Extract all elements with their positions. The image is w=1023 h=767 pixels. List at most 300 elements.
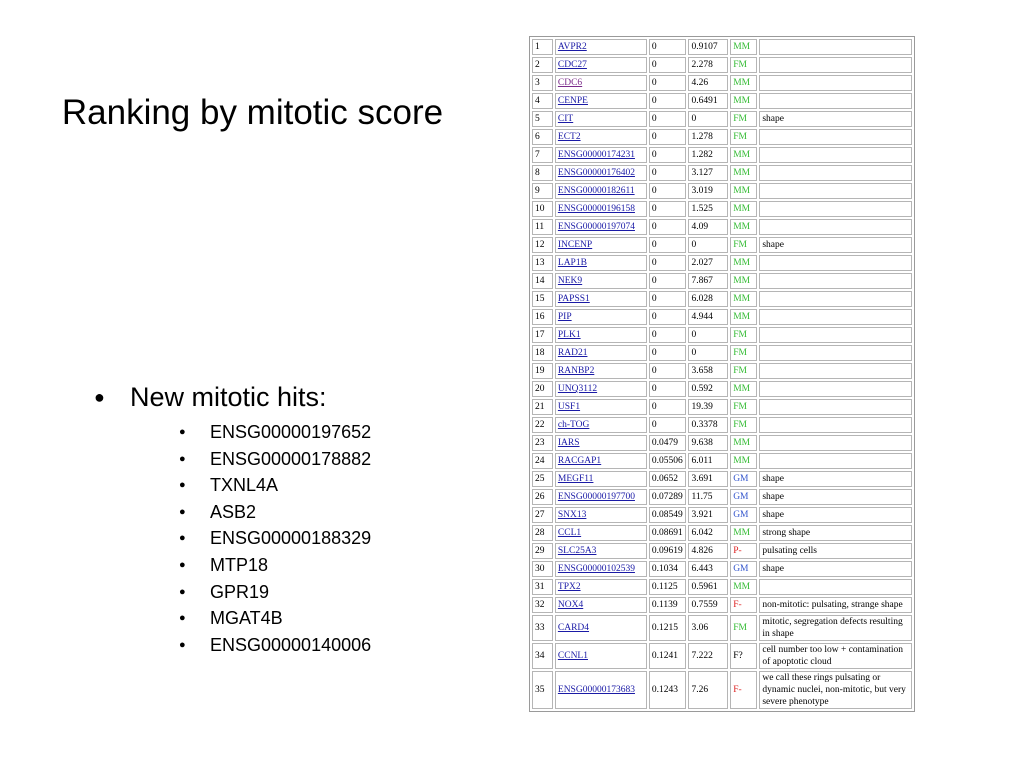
- class-cell: FM: [730, 615, 757, 641]
- table-row: [532, 75, 912, 91]
- hit-label: ENSG00000140006: [210, 634, 372, 655]
- class-cell: MM: [730, 273, 757, 289]
- class-cell: FM: [730, 57, 757, 73]
- hit-item: [130, 419, 371, 446]
- rank-cell: 26: [532, 489, 553, 505]
- score-cell: 0: [649, 111, 687, 127]
- gene-link[interactable]: ENSG00000182611: [557, 186, 635, 196]
- hit-label: ASB2: [210, 501, 257, 522]
- gene-cell: [555, 147, 647, 163]
- table-row: [532, 39, 912, 55]
- gene-cell: [555, 399, 647, 415]
- rank-cell: 3: [532, 75, 553, 91]
- score-cell: 0.1034: [649, 561, 687, 577]
- class-cell: MM: [730, 183, 757, 199]
- note-cell: shape: [759, 471, 912, 487]
- value-cell: 4.09: [688, 219, 728, 235]
- score-cell: 0: [649, 255, 687, 271]
- score-cell: 0: [649, 201, 687, 217]
- table-row: [532, 237, 912, 253]
- table-row: [532, 345, 912, 361]
- score-cell: 0.09619: [649, 543, 687, 559]
- gene-cell: [555, 39, 647, 55]
- gene-cell: [555, 489, 647, 505]
- hit-label: TXNL4A: [210, 475, 279, 496]
- class-cell: FM: [730, 111, 757, 127]
- score-cell: 0.1243: [649, 671, 687, 709]
- rank-cell: 20: [532, 381, 553, 397]
- value-cell: 6.028: [688, 291, 728, 307]
- table-row: [532, 507, 912, 523]
- value-cell: 0: [688, 111, 728, 127]
- rank-cell: 24: [532, 453, 553, 469]
- class-cell: FM: [730, 399, 757, 415]
- value-cell: 1.278: [688, 129, 728, 145]
- class-cell: MM: [730, 255, 757, 271]
- gene-link[interactable]: ENSG00000197700: [557, 492, 635, 502]
- note-cell: [759, 579, 912, 595]
- table-row: [532, 57, 912, 73]
- gene-cell: [555, 75, 647, 91]
- table-row: [532, 489, 912, 505]
- gene-link[interactable]: RAD21: [557, 348, 588, 358]
- gene-link[interactable]: CCNL1: [557, 651, 588, 661]
- bullet-icon: ●: [179, 505, 186, 518]
- note-cell: [759, 57, 912, 73]
- table-row: [532, 471, 912, 487]
- value-cell: 6.011: [688, 453, 728, 469]
- table-row: [532, 273, 912, 289]
- gene-link[interactable]: IARS: [557, 438, 580, 448]
- note-cell: [759, 399, 912, 415]
- gene-cell: [555, 435, 647, 451]
- score-cell: 0: [649, 219, 687, 235]
- rank-cell: 27: [532, 507, 553, 523]
- gene-link[interactable]: AVPR2: [557, 42, 587, 52]
- table-row: [532, 381, 912, 397]
- table-row: [532, 417, 912, 433]
- rank-cell: 14: [532, 273, 553, 289]
- class-cell: FM: [730, 237, 757, 253]
- rank-cell: 32: [532, 597, 553, 613]
- value-cell: 3.691: [688, 471, 728, 487]
- gene-link[interactable]: SNX13: [557, 510, 587, 520]
- gene-link[interactable]: ENSG00000197074: [557, 222, 635, 232]
- score-cell: 0.08549: [649, 507, 687, 523]
- gene-link[interactable]: TPX2: [557, 582, 581, 592]
- rank-cell: 7: [532, 147, 553, 163]
- note-cell: [759, 291, 912, 307]
- gene-cell: [555, 453, 647, 469]
- note-cell: shape: [759, 237, 912, 253]
- gene-link[interactable]: PIP: [557, 312, 572, 322]
- note-cell: shape: [759, 561, 912, 577]
- bullet-icon: ●: [179, 479, 186, 492]
- gene-cell: [555, 597, 647, 613]
- value-cell: 6.042: [688, 525, 728, 541]
- score-cell: 0: [649, 381, 687, 397]
- note-cell: strong shape: [759, 525, 912, 541]
- gene-cell: [555, 643, 647, 669]
- gene-cell: [555, 111, 647, 127]
- class-cell: F?: [730, 643, 757, 669]
- score-cell: 0: [649, 165, 687, 181]
- gene-link[interactable]: NEK9: [557, 276, 583, 286]
- bullet-icon: ●: [179, 426, 186, 438]
- table-row: [532, 597, 912, 613]
- table-row: [532, 643, 912, 669]
- note-cell: shape: [759, 489, 912, 505]
- rank-cell: 2: [532, 57, 553, 73]
- gene-link[interactable]: USF1: [557, 402, 581, 412]
- value-cell: 3.921: [688, 507, 728, 523]
- note-cell: [759, 327, 912, 343]
- gene-cell: [555, 201, 647, 217]
- hit-label: ENSG00000178882: [210, 448, 372, 469]
- score-cell: 0.0479: [649, 435, 687, 451]
- table-row: [532, 327, 912, 343]
- new-hits-heading-item: [94, 377, 371, 658]
- score-cell: 0.07289: [649, 489, 687, 505]
- gene-link[interactable]: CDC6: [557, 78, 583, 88]
- gene-link[interactable]: MEGF11: [557, 474, 594, 484]
- gene-link[interactable]: ENSG00000102539: [557, 564, 635, 574]
- rank-cell: 33: [532, 615, 553, 641]
- score-cell: 0: [649, 237, 687, 253]
- note-cell: shape: [759, 507, 912, 523]
- gene-cell: [555, 57, 647, 73]
- score-cell: 0.1125: [649, 579, 687, 595]
- score-cell: 0: [649, 129, 687, 145]
- gene-link[interactable]: INCENP: [557, 240, 593, 250]
- class-cell: GM: [730, 561, 757, 577]
- note-cell: [759, 435, 912, 451]
- value-cell: 2.278: [688, 57, 728, 73]
- hit-item: [130, 605, 371, 632]
- gene-cell: [555, 255, 647, 271]
- rank-cell: 22: [532, 417, 553, 433]
- value-cell: 0.5961: [688, 579, 728, 595]
- gene-link[interactable]: UNQ3112: [557, 384, 598, 394]
- note-cell: [759, 255, 912, 271]
- gene-link[interactable]: ENSG00000173683: [557, 685, 635, 695]
- bullet-icon: ●: [179, 452, 186, 465]
- gene-cell: [555, 183, 647, 199]
- value-cell: 3.127: [688, 165, 728, 181]
- gene-cell: [555, 525, 647, 541]
- rank-cell: 19: [532, 363, 553, 379]
- table-row: [532, 183, 912, 199]
- value-cell: 0: [688, 327, 728, 343]
- rank-cell: 15: [532, 291, 553, 307]
- class-cell: MM: [730, 147, 757, 163]
- rank-cell: 11: [532, 219, 553, 235]
- score-cell: 0: [649, 417, 687, 433]
- note-cell: [759, 345, 912, 361]
- note-cell: pulsating cells: [759, 543, 912, 559]
- note-cell: [759, 363, 912, 379]
- hit-item: [130, 472, 371, 499]
- rank-cell: 18: [532, 345, 553, 361]
- value-cell: 11.75: [688, 489, 728, 505]
- bullet-icon: ●: [179, 612, 186, 625]
- note-cell: [759, 309, 912, 325]
- table-row: [532, 165, 912, 181]
- gene-link[interactable]: RANBP2: [557, 366, 595, 376]
- new-hits-list: [94, 377, 371, 658]
- gene-cell: [555, 93, 647, 109]
- table-row: [532, 525, 912, 541]
- gene-link[interactable]: LAP1B: [557, 258, 587, 268]
- gene-cell: [555, 219, 647, 235]
- rank-cell: 21: [532, 399, 553, 415]
- score-cell: 0: [649, 39, 687, 55]
- table-row: [532, 255, 912, 271]
- score-cell: 0: [649, 345, 687, 361]
- gene-cell: [555, 381, 647, 397]
- bullet-icon: ●: [94, 387, 105, 407]
- bullet-icon: ●: [179, 532, 186, 545]
- gene-link[interactable]: ECT2: [557, 132, 581, 142]
- class-cell: MM: [730, 219, 757, 235]
- gene-cell: [555, 615, 647, 641]
- new-hits-heading: New mitotic hits:: [130, 382, 327, 412]
- score-cell: 0: [649, 75, 687, 91]
- table-row: [532, 615, 912, 641]
- rank-cell: 29: [532, 543, 553, 559]
- gene-cell: [555, 237, 647, 253]
- score-cell: 0: [649, 273, 687, 289]
- gene-cell: [555, 291, 647, 307]
- value-cell: 0.592: [688, 381, 728, 397]
- table-row: [532, 579, 912, 595]
- class-cell: FM: [730, 417, 757, 433]
- class-cell: MM: [730, 93, 757, 109]
- gene-cell: [555, 671, 647, 709]
- gene-link[interactable]: CIT: [557, 114, 574, 124]
- note-cell: mitotic, segregation defects resulting in shape: [759, 615, 912, 641]
- class-cell: MM: [730, 39, 757, 55]
- class-cell: GM: [730, 471, 757, 487]
- value-cell: 6.443: [688, 561, 728, 577]
- rank-cell: 1: [532, 39, 553, 55]
- rank-cell: 13: [532, 255, 553, 271]
- value-cell: 3.06: [688, 615, 728, 641]
- table-row: [532, 147, 912, 163]
- bullet-icon: ●: [179, 638, 186, 651]
- bullet-icon: ●: [179, 558, 186, 571]
- value-cell: 0.6491: [688, 93, 728, 109]
- table-row: [532, 363, 912, 379]
- gene-cell: [555, 309, 647, 325]
- gene-link[interactable]: ENSG00000176402: [557, 168, 635, 178]
- class-cell: FM: [730, 363, 757, 379]
- value-cell: 9.638: [688, 435, 728, 451]
- value-cell: 3.019: [688, 183, 728, 199]
- gene-cell: [555, 561, 647, 577]
- value-cell: 1.525: [688, 201, 728, 217]
- score-cell: 0.1241: [649, 643, 687, 669]
- rank-cell: 28: [532, 525, 553, 541]
- note-cell: non-mitotic: pulsating, strange shape: [759, 597, 912, 613]
- table-row: [532, 453, 912, 469]
- gene-cell: [555, 129, 647, 145]
- gene-cell: [555, 471, 647, 487]
- gene-link[interactable]: CENPE: [557, 96, 588, 106]
- note-cell: [759, 417, 912, 433]
- rank-cell: 25: [532, 471, 553, 487]
- rank-cell: 12: [532, 237, 553, 253]
- note-cell: [759, 75, 912, 91]
- note-cell: [759, 453, 912, 469]
- score-cell: 0.1215: [649, 615, 687, 641]
- value-cell: 4.26: [688, 75, 728, 91]
- gene-cell: [555, 507, 647, 523]
- new-hits-sublist: [130, 419, 371, 658]
- table-row: [532, 201, 912, 217]
- hit-item: [130, 579, 371, 606]
- class-cell: F-: [730, 671, 757, 709]
- gene-link[interactable]: ENSG00000174231: [557, 150, 635, 160]
- class-cell: MM: [730, 525, 757, 541]
- gene-cell: [555, 543, 647, 559]
- gene-link[interactable]: PAPSS1: [557, 294, 590, 304]
- class-cell: MM: [730, 291, 757, 307]
- score-cell: 0: [649, 399, 687, 415]
- ranking-table-body: [532, 39, 912, 709]
- value-cell: 0.9107: [688, 39, 728, 55]
- hit-item: [130, 499, 371, 526]
- note-cell: shape: [759, 111, 912, 127]
- value-cell: 0: [688, 237, 728, 253]
- score-cell: 0: [649, 363, 687, 379]
- rank-cell: 35: [532, 671, 553, 709]
- table-row: [532, 561, 912, 577]
- hit-item: [130, 632, 371, 659]
- note-cell: we call these rings pulsating or dynamic nuclei, non-mitotic, but very severe phenotype: [759, 671, 912, 709]
- rank-cell: 9: [532, 183, 553, 199]
- class-cell: MM: [730, 579, 757, 595]
- score-cell: 0.08691: [649, 525, 687, 541]
- rank-cell: 31: [532, 579, 553, 595]
- class-cell: MM: [730, 75, 757, 91]
- gene-link[interactable]: ch-TOG: [557, 420, 590, 430]
- table-row: [532, 399, 912, 415]
- score-cell: 0.0652: [649, 471, 687, 487]
- gene-cell: [555, 273, 647, 289]
- value-cell: 0: [688, 345, 728, 361]
- gene-link[interactable]: CCL1: [557, 528, 582, 538]
- ranking-table-container: [529, 36, 915, 742]
- rank-cell: 30: [532, 561, 553, 577]
- gene-link[interactable]: RACGAP1: [557, 456, 602, 466]
- value-cell: 7.867: [688, 273, 728, 289]
- score-cell: 0: [649, 309, 687, 325]
- value-cell: 19.39: [688, 399, 728, 415]
- table-row: [532, 543, 912, 559]
- score-cell: 0.1139: [649, 597, 687, 613]
- rank-cell: 16: [532, 309, 553, 325]
- score-cell: 0: [649, 147, 687, 163]
- hit-label: ENSG00000188329: [210, 528, 372, 549]
- value-cell: 7.222: [688, 643, 728, 669]
- note-cell: [759, 93, 912, 109]
- hit-item: [130, 446, 371, 473]
- note-cell: [759, 39, 912, 55]
- class-cell: GM: [730, 507, 757, 523]
- hit-label: GPR19: [210, 581, 270, 602]
- rank-cell: 5: [532, 111, 553, 127]
- rank-cell: 17: [532, 327, 553, 343]
- rank-cell: 23: [532, 435, 553, 451]
- note-cell: [759, 219, 912, 235]
- table-row: [532, 219, 912, 235]
- note-cell: [759, 129, 912, 145]
- rank-cell: 6: [532, 129, 553, 145]
- note-cell: [759, 201, 912, 217]
- class-cell: MM: [730, 201, 757, 217]
- class-cell: MM: [730, 165, 757, 181]
- value-cell: 2.027: [688, 255, 728, 271]
- value-cell: 4.944: [688, 309, 728, 325]
- ranking-table: [529, 36, 915, 712]
- gene-cell: [555, 165, 647, 181]
- class-cell: MM: [730, 381, 757, 397]
- bullet-icon: ●: [179, 585, 186, 598]
- gene-link[interactable]: CDC27: [557, 60, 587, 70]
- table-row: [532, 291, 912, 307]
- table-row: [532, 93, 912, 109]
- gene-link[interactable]: CARD4: [557, 623, 590, 633]
- rank-cell: 8: [532, 165, 553, 181]
- gene-cell: [555, 579, 647, 595]
- note-cell: [759, 165, 912, 181]
- hit-label: MTP18: [210, 554, 269, 575]
- gene-cell: [555, 417, 647, 433]
- hit-label: MGAT4B: [210, 608, 283, 629]
- table-row: [532, 671, 912, 709]
- class-cell: FM: [730, 327, 757, 343]
- table-row: [532, 309, 912, 325]
- hit-item: [130, 525, 371, 552]
- class-cell: GM: [730, 489, 757, 505]
- value-cell: 7.26: [688, 671, 728, 709]
- value-cell: 1.282: [688, 147, 728, 163]
- class-cell: MM: [730, 453, 757, 469]
- gene-link[interactable]: SLC25A3: [557, 546, 597, 556]
- class-cell: MM: [730, 435, 757, 451]
- gene-link[interactable]: PLK1: [557, 330, 581, 340]
- table-row: [532, 435, 912, 451]
- class-cell: FM: [730, 129, 757, 145]
- rank-cell: 4: [532, 93, 553, 109]
- gene-link[interactable]: NOX4: [557, 600, 584, 610]
- score-cell: 0: [649, 183, 687, 199]
- note-cell: [759, 183, 912, 199]
- note-cell: cell number too low + contamination of apoptotic cloud: [759, 643, 912, 669]
- note-cell: [759, 273, 912, 289]
- slide-title: Ranking by mitotic score: [61, 93, 444, 132]
- score-cell: 0: [649, 327, 687, 343]
- gene-cell: [555, 363, 647, 379]
- gene-link[interactable]: ENSG00000196158: [557, 204, 635, 214]
- value-cell: 0.3378: [688, 417, 728, 433]
- score-cell: 0: [649, 291, 687, 307]
- rank-cell: 10: [532, 201, 553, 217]
- score-cell: 0: [649, 57, 687, 73]
- table-row: [532, 111, 912, 127]
- class-cell: P-: [730, 543, 757, 559]
